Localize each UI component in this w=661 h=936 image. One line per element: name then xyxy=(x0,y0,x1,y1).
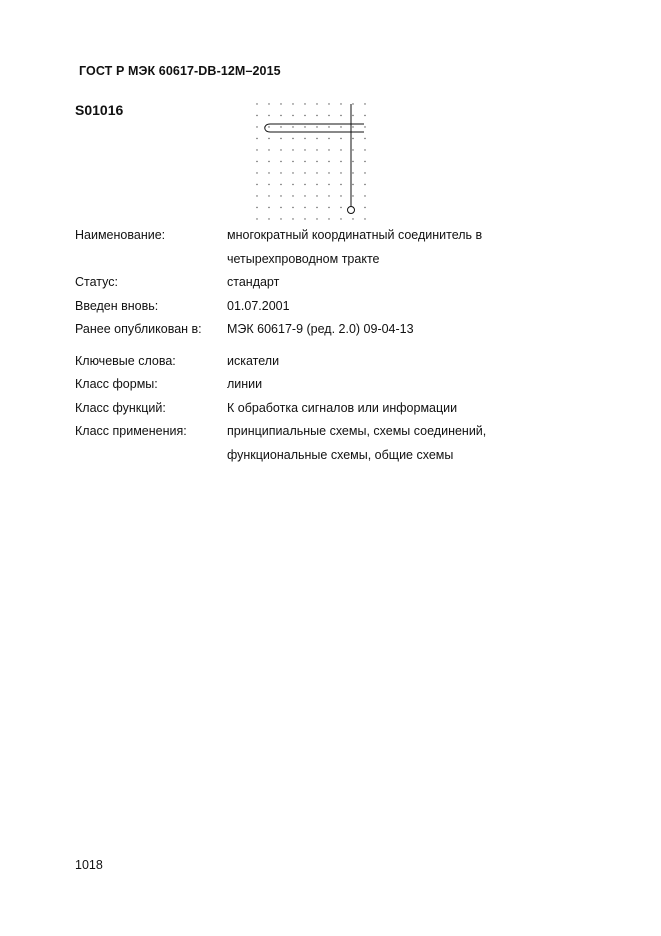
grid-dot xyxy=(364,138,365,139)
grid-dot xyxy=(340,115,341,116)
grid-dot xyxy=(304,126,305,127)
symbol-code: S01016 xyxy=(75,102,124,118)
grid-dot xyxy=(316,172,317,173)
grid-dot xyxy=(328,161,329,162)
section-gap xyxy=(75,342,595,350)
grid-dot xyxy=(316,115,317,116)
grid-dot xyxy=(268,195,269,196)
grid-dot xyxy=(268,115,269,116)
grid-dot xyxy=(292,184,293,185)
grid-dot xyxy=(292,218,293,219)
grid-dot xyxy=(280,184,281,185)
property-value: линии xyxy=(227,377,263,391)
grid-dot xyxy=(364,126,365,127)
grid-dot xyxy=(364,195,365,196)
grid-dot xyxy=(352,103,353,104)
grid-dot xyxy=(292,149,293,150)
property-label: Класс формы: xyxy=(75,377,158,391)
grid-dot xyxy=(340,207,341,208)
grid-dot xyxy=(352,195,353,196)
grid-dot xyxy=(280,195,281,196)
grid-dot xyxy=(304,115,305,116)
property-function-class xyxy=(75,397,595,421)
grid-dot xyxy=(316,207,317,208)
property-label: Класс применения: xyxy=(75,424,187,438)
grid-dot xyxy=(292,115,293,116)
grid-dot xyxy=(340,172,341,173)
grid-dot xyxy=(280,115,281,116)
grid-dot xyxy=(304,172,305,173)
grid-dot xyxy=(280,161,281,162)
grid-dot xyxy=(340,195,341,196)
grid-dot xyxy=(280,126,281,127)
grid-dot xyxy=(304,218,305,219)
grid-dot xyxy=(268,126,269,127)
grid-dot xyxy=(304,161,305,162)
grid-dot xyxy=(316,195,317,196)
property-label: Ранее опубликован в: xyxy=(75,322,202,336)
grid-dot xyxy=(256,184,257,185)
grid-dot xyxy=(304,195,305,196)
grid-dot xyxy=(364,149,365,150)
grid-dot xyxy=(280,172,281,173)
property-previously-published xyxy=(75,318,595,342)
grid-dot xyxy=(352,184,353,185)
property-value xyxy=(227,420,595,467)
grid-dot xyxy=(328,218,329,219)
grid-dot xyxy=(304,184,305,185)
grid-dot xyxy=(352,161,353,162)
grid-dot xyxy=(268,103,269,104)
grid-dot xyxy=(364,103,365,104)
property-value: 01.07.2001 xyxy=(227,298,290,313)
grid-dot xyxy=(328,207,329,208)
grid-dot xyxy=(256,149,257,150)
grid-dot xyxy=(352,149,353,150)
grid-dot xyxy=(280,138,281,139)
grid-dot xyxy=(292,172,293,173)
grid-dot xyxy=(340,161,341,162)
grid-dot xyxy=(268,138,269,139)
grid-dot xyxy=(352,138,353,139)
property-value: К обработка сигналов или информации xyxy=(227,400,458,415)
property-status xyxy=(75,271,595,295)
grid-dot xyxy=(256,103,257,104)
grid-dot xyxy=(340,184,341,185)
grid-dot xyxy=(256,138,257,139)
grid-dot xyxy=(280,218,281,219)
multi-coordinate-connector-icon xyxy=(254,100,370,229)
grid-dot xyxy=(268,161,269,162)
grid-dot xyxy=(340,103,341,104)
grid-dot xyxy=(292,161,293,162)
grid-dot xyxy=(364,172,365,173)
grid-dot xyxy=(268,172,269,173)
grid-dot xyxy=(328,138,329,139)
grid-dot xyxy=(292,207,293,208)
page-number: 1018 xyxy=(75,858,103,872)
grid-dot xyxy=(364,218,365,219)
grid-dot xyxy=(364,184,365,185)
grid-dot xyxy=(316,126,317,127)
grid-dot xyxy=(256,218,257,219)
value-line: четырехпроводном тракте xyxy=(227,251,380,266)
grid-dot xyxy=(316,218,317,219)
property-label: Класс функций: xyxy=(75,400,166,415)
grid-dot xyxy=(256,126,257,127)
grid-dot xyxy=(352,218,353,219)
grid-dot xyxy=(256,161,257,162)
grid-dot xyxy=(352,172,353,173)
grid-dot xyxy=(340,138,341,139)
grid-dot xyxy=(268,184,269,185)
grid-dot xyxy=(292,195,293,196)
grid-dot xyxy=(328,103,329,104)
grid-dots xyxy=(256,103,365,219)
grid-dot xyxy=(352,126,353,127)
grid-dot xyxy=(304,207,305,208)
grid-dot xyxy=(352,115,353,116)
grid-dot xyxy=(328,184,329,185)
terminal-circle xyxy=(348,207,355,214)
grid-dot xyxy=(256,115,257,116)
hook-line xyxy=(265,124,364,132)
grid-dot xyxy=(316,161,317,162)
property-label: Статус: xyxy=(75,275,118,289)
grid-dot xyxy=(316,149,317,150)
property-value xyxy=(227,224,595,271)
symbol-properties xyxy=(75,224,595,467)
grid-dot xyxy=(328,126,329,127)
grid-dot xyxy=(304,138,305,139)
grid-dot xyxy=(256,195,257,196)
grid-dot xyxy=(340,218,341,219)
grid-dot xyxy=(304,103,305,104)
grid-dot xyxy=(304,149,305,150)
grid-dot xyxy=(280,103,281,104)
property-value: стандарт xyxy=(227,275,280,289)
value-line: многократный координатный соединитель в xyxy=(227,228,483,242)
grid-dot xyxy=(268,218,269,219)
grid-dot xyxy=(280,207,281,208)
grid-dot xyxy=(364,115,365,116)
grid-dot xyxy=(340,126,341,127)
grid-dot xyxy=(292,103,293,104)
grid-dot xyxy=(256,172,257,173)
grid-dot xyxy=(328,195,329,196)
property-application-class xyxy=(75,420,595,467)
grid-dot xyxy=(316,184,317,185)
grid-dot xyxy=(316,103,317,104)
value-line: принципиальные схемы, схемы соединений, xyxy=(227,424,487,438)
grid-dot xyxy=(364,207,365,208)
property-introduced xyxy=(75,295,595,319)
grid-dot xyxy=(316,138,317,139)
property-label: Наименование: xyxy=(75,228,166,242)
property-value: МЭК 60617-9 (ред. 2.0) 09-04-13 xyxy=(227,322,414,336)
document-header: ГОСТ Р МЭК 60617-DB-12M–2015 xyxy=(79,64,281,78)
property-name xyxy=(75,224,595,271)
grid-dot xyxy=(364,161,365,162)
grid-dot xyxy=(268,149,269,150)
grid-dot xyxy=(256,207,257,208)
property-keywords xyxy=(75,350,595,374)
property-form-class xyxy=(75,373,595,397)
grid-dot xyxy=(280,149,281,150)
grid-dot xyxy=(328,172,329,173)
value-line: функциональные схемы, общие схемы xyxy=(227,447,454,462)
grid-dot xyxy=(292,126,293,127)
grid-dot xyxy=(328,149,329,150)
property-label: Введен вновь: xyxy=(75,298,159,313)
grid-dot xyxy=(268,207,269,208)
grid-dot xyxy=(292,138,293,139)
symbol-drawing xyxy=(254,100,370,224)
property-label: Ключевые слова: xyxy=(75,353,176,368)
grid-dot xyxy=(340,149,341,150)
property-value: искатели xyxy=(227,353,280,368)
grid-dot xyxy=(328,115,329,116)
